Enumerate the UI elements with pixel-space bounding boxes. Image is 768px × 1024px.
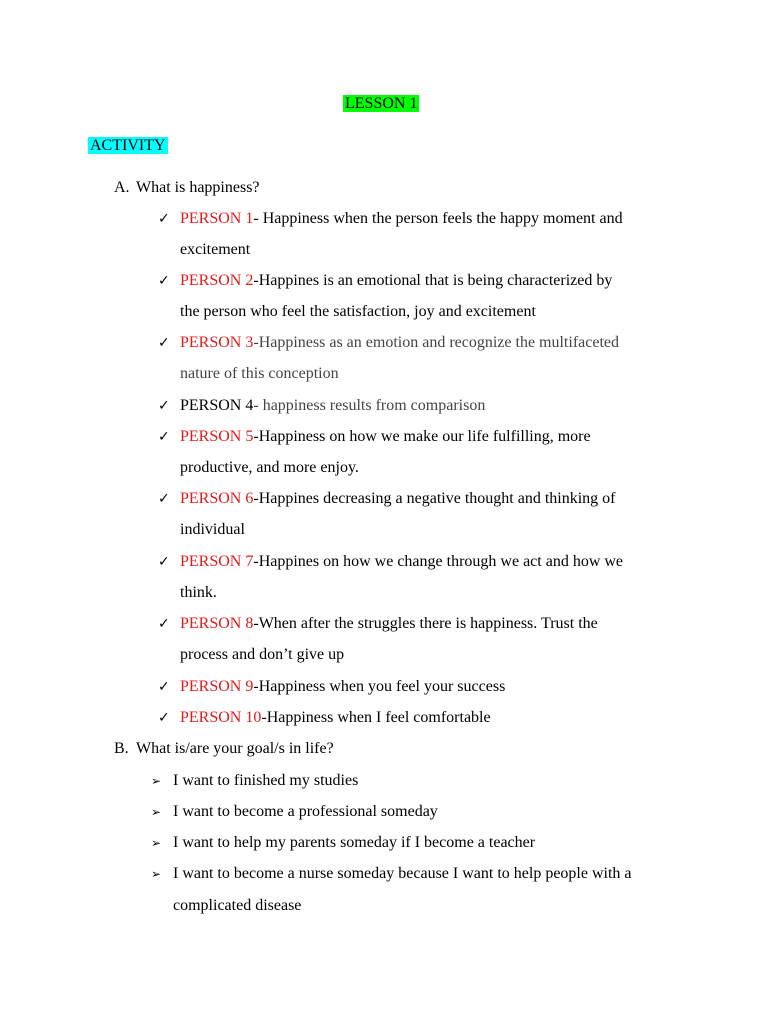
lesson-title bbox=[343, 94, 419, 114]
answer-text: -Happines on how we change through we act and how we bbox=[253, 553, 624, 570]
person-label: PERSON 10 bbox=[180, 709, 262, 726]
arrow-bullet-icon: ➢ bbox=[151, 774, 162, 788]
arrow-bullet-icon: ➢ bbox=[151, 805, 162, 819]
person-label: PERSON 8 bbox=[180, 615, 254, 632]
goal-line: I want to help my parents someday if I become a teacher bbox=[173, 834, 536, 851]
answer-text: -Happiness when you feel your success bbox=[253, 678, 506, 695]
answer-text: - happiness results from comparison bbox=[253, 397, 486, 414]
activity-label-text: ACTIVITY bbox=[90, 137, 166, 154]
answer-text: -Happiness on how we make our life fulfilling, more bbox=[253, 428, 591, 445]
goal-continuation: complicated disease bbox=[173, 897, 302, 914]
check-icon: ✓ bbox=[158, 679, 170, 695]
section-b-marker: B. bbox=[114, 740, 129, 757]
answer-line bbox=[180, 427, 591, 447]
answer-text: - Happiness when the person feels the happy moment and bbox=[253, 210, 623, 227]
person-label: PERSON 7 bbox=[180, 553, 254, 570]
section-a-question: What is happiness? bbox=[136, 179, 260, 196]
person-label: PERSON 9 bbox=[180, 678, 254, 695]
answer-line bbox=[180, 209, 623, 229]
person-label: PERSON 2 bbox=[180, 272, 254, 289]
answer-line bbox=[180, 614, 598, 634]
check-icon: ✓ bbox=[158, 491, 170, 507]
answer-continuation: excitement bbox=[180, 241, 251, 258]
check-icon: ✓ bbox=[158, 398, 170, 414]
answer-line bbox=[180, 677, 505, 697]
person-label: PERSON 4 bbox=[180, 397, 254, 414]
arrow-bullet-icon: ➢ bbox=[151, 867, 162, 881]
answer-line bbox=[180, 333, 619, 353]
lesson-title-text: LESSON 1 bbox=[345, 95, 418, 112]
answer-continuation: process and don’t give up bbox=[180, 646, 345, 663]
section-b-question: What is/are your goal/s in life? bbox=[136, 740, 334, 757]
answer-text: -When after the struggles there is happiness. Trust the bbox=[253, 615, 598, 632]
answer-text: -Happiness as an emotion and recognize the multifaceted bbox=[253, 334, 619, 351]
person-label: PERSON 3 bbox=[180, 334, 254, 351]
person-label: PERSON 6 bbox=[180, 490, 254, 507]
answer-text: -Happines is an emotional that is being characterized by bbox=[253, 272, 613, 289]
answer-continuation: productive, and more enjoy. bbox=[180, 459, 359, 476]
person-label: PERSON 1 bbox=[180, 210, 254, 227]
answer-line bbox=[180, 708, 491, 728]
answer-line bbox=[180, 552, 623, 572]
check-icon: ✓ bbox=[158, 710, 170, 726]
check-icon: ✓ bbox=[158, 211, 170, 227]
check-icon: ✓ bbox=[158, 554, 170, 570]
answer-text: -Happines decreasing a negative thought and thinking of bbox=[253, 490, 616, 507]
activity-label bbox=[88, 136, 168, 156]
answer-continuation: the person who feel the satisfaction, joy and excitement bbox=[180, 303, 536, 320]
check-icon: ✓ bbox=[158, 429, 170, 445]
check-icon: ✓ bbox=[158, 335, 170, 351]
answer-continuation: think. bbox=[180, 584, 217, 601]
check-icon: ✓ bbox=[158, 273, 170, 289]
goal-line: I want to finished my studies bbox=[173, 772, 359, 789]
answer-line bbox=[180, 489, 615, 509]
answer-continuation: nature of this conception bbox=[180, 365, 339, 382]
goal-line: I want to become a professional someday bbox=[173, 803, 438, 820]
arrow-bullet-icon: ➢ bbox=[151, 836, 162, 850]
answer-continuation: individual bbox=[180, 521, 245, 538]
person-label: PERSON 5 bbox=[180, 428, 254, 445]
answer-line bbox=[180, 396, 485, 416]
check-icon: ✓ bbox=[158, 616, 170, 632]
answer-text: -Happiness when I feel comfortable bbox=[261, 709, 491, 726]
answer-line bbox=[180, 271, 612, 291]
section-a-marker: A. bbox=[114, 179, 130, 196]
goal-line: I want to become a nurse someday because I want to help people with a bbox=[173, 865, 632, 882]
